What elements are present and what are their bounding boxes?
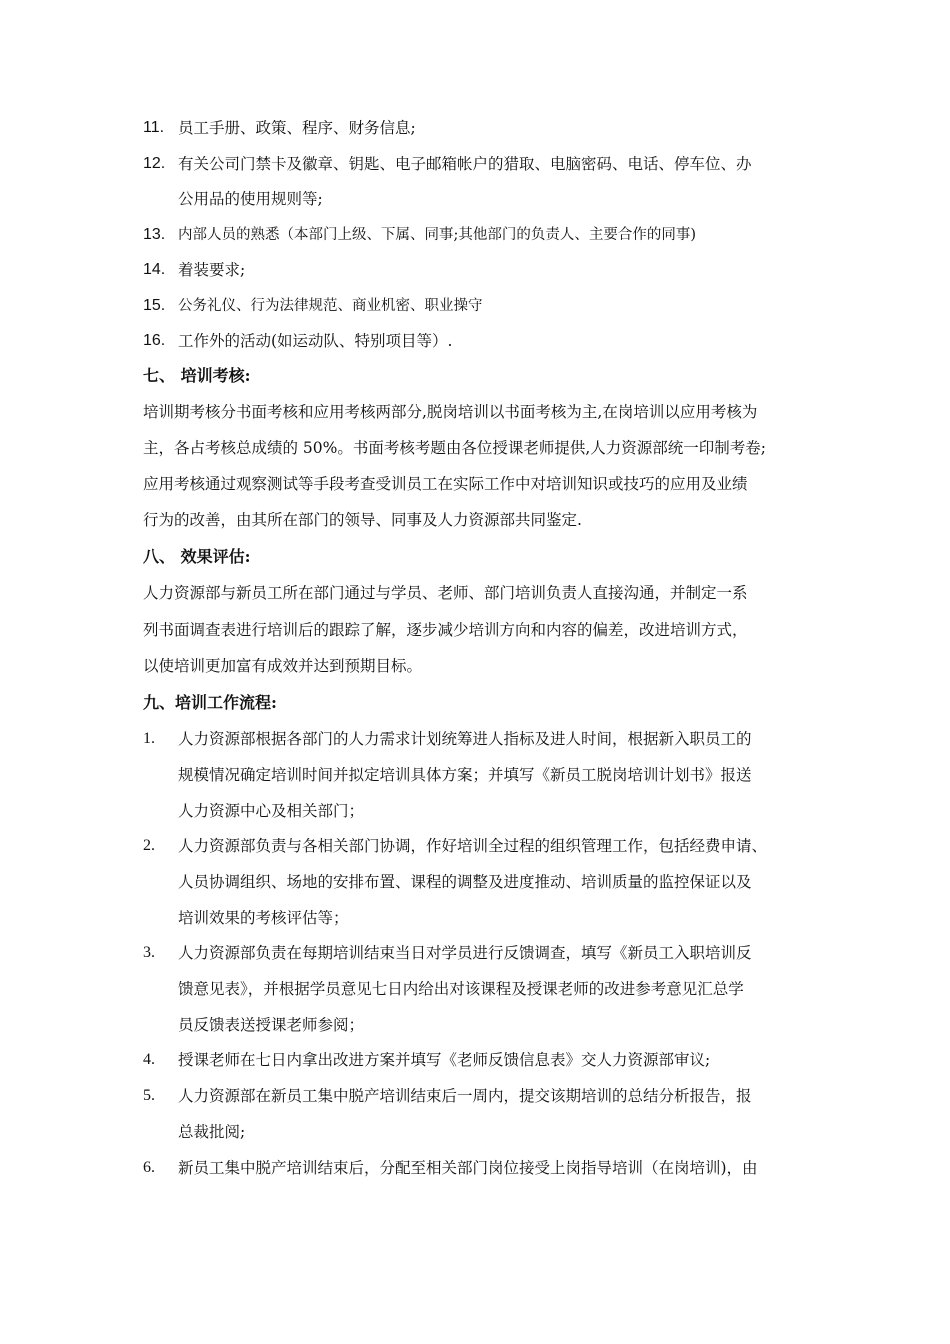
list-item-number: 1. (143, 730, 155, 747)
paragraph-line: 以使培训更加富有成效并达到预期目标。 (143, 657, 423, 675)
list-item-text: 授课老师在七日内拿出改进方案并填写《老师反馈信息表》交人力资源部审议; (178, 1051, 711, 1069)
list-item-text: 人力资源部根据各部门的人力需求计划统筹进人指标及进人时间，根据新入职员工的 (178, 730, 752, 748)
list-item-text: 工作外的活动(如运动队、特别项目等）. (178, 332, 453, 350)
list-item-text: 人力资源部负责在每期培训结束当日对学员进行反馈调查，填写《新员工入职培训反 (178, 944, 752, 962)
paragraph-line: 培训期考核分书面考核和应用考核两部分,脱岗培训以书面考核为主,在岗培训以应用考核为 (143, 403, 758, 421)
section-heading: 九、培训工作流程: (143, 693, 277, 712)
list-item-text: 培训效果的考核评估等； (178, 909, 349, 927)
list-item-number: 15. (143, 297, 166, 314)
list-item-text: 人力资源中心及相关部门； (178, 802, 365, 820)
list-item-text: 着装要求; (178, 261, 246, 279)
list-item-text: 人员协调组织、场地的安排布置、课程的调整及进度推动、培训质量的监控保证以及 (178, 873, 752, 891)
list-item-number: 3. (143, 944, 155, 961)
list-item-text: 规模情况确定培训时间并拟定培训具体方案；并填写《新员工脱岗培训计划书》报送 (178, 766, 752, 784)
section-heading: 七、 培训考核: (143, 366, 251, 385)
section-heading: 八、 效果评估: (143, 547, 251, 566)
paragraph-line: 列书面调查表进行培训后的跟踪了解，逐步减少培训方向和内容的偏差，改进培训方式， (143, 621, 748, 639)
list-item-number: 11. (143, 119, 165, 136)
list-item-text: 内部人员的熟悉（本部门上级、下属、同事;其他部门的负责人、主要合作的同事) (178, 227, 697, 243)
list-item-text: 公用品的使用规则等; (178, 190, 323, 208)
list-item-number: 16. (143, 332, 166, 349)
list-item-number: 13. (143, 226, 166, 243)
list-item-number: 5. (143, 1087, 155, 1104)
list-item-text: 人力资源部在新员工集中脱产培训结束后一周内，提交该期培训的总结分析报告，报 (178, 1087, 752, 1105)
paragraph-line: 主，各占考核总成绩的 50%。书面考核考题由各位授课老师提供,人力资源部统一印制考卷; (143, 439, 767, 457)
paragraph-line: 行为的改善，由其所在部门的领导、同事及人力资源部共同鉴定. (143, 511, 582, 529)
list-item-text: 人力资源部负责与各相关部门协调，作好培训全过程的组织管理工作，包括经费申请、 (178, 837, 768, 855)
list-item-text: 有关公司门禁卡及徽章、钥匙、电子邮箱帐户的猎取、电脑密码、电话、停车位、办 (178, 155, 752, 173)
list-item-number: 4. (143, 1051, 155, 1068)
list-item-text: 员反馈表送授课老师参阅； (178, 1016, 365, 1034)
list-item-number: 2. (143, 837, 155, 854)
list-item-text: 新员工集中脱产培训结束后，分配至相关部门岗位接受上岗指导培训（在岗培训)，由 (178, 1159, 758, 1177)
list-item-text: 馈意见表》，并根据学员意见七日内给出对该课程及授课老师的改进参考意见汇总学 (178, 980, 744, 998)
list-item-number: 12. (143, 155, 166, 172)
list-item-number: 14. (143, 261, 166, 278)
list-item-text: 公务礼仪、行为法律规范、商业机密、职业操守 (178, 298, 483, 314)
paragraph-line: 人力资源部与新员工所在部门通过与学员、老师、部门培训负责人直接沟通，并制定一系 (143, 584, 748, 602)
paragraph-line: 应用考核通过观察测试等手段考查受训员工在实际工作中对培训知识或技巧的应用及业绩 (143, 475, 748, 493)
list-item-text: 总裁批阅; (178, 1123, 246, 1141)
list-item-text: 员工手册、政策、程序、财务信息; (178, 119, 416, 137)
list-item-number: 6. (143, 1159, 155, 1176)
